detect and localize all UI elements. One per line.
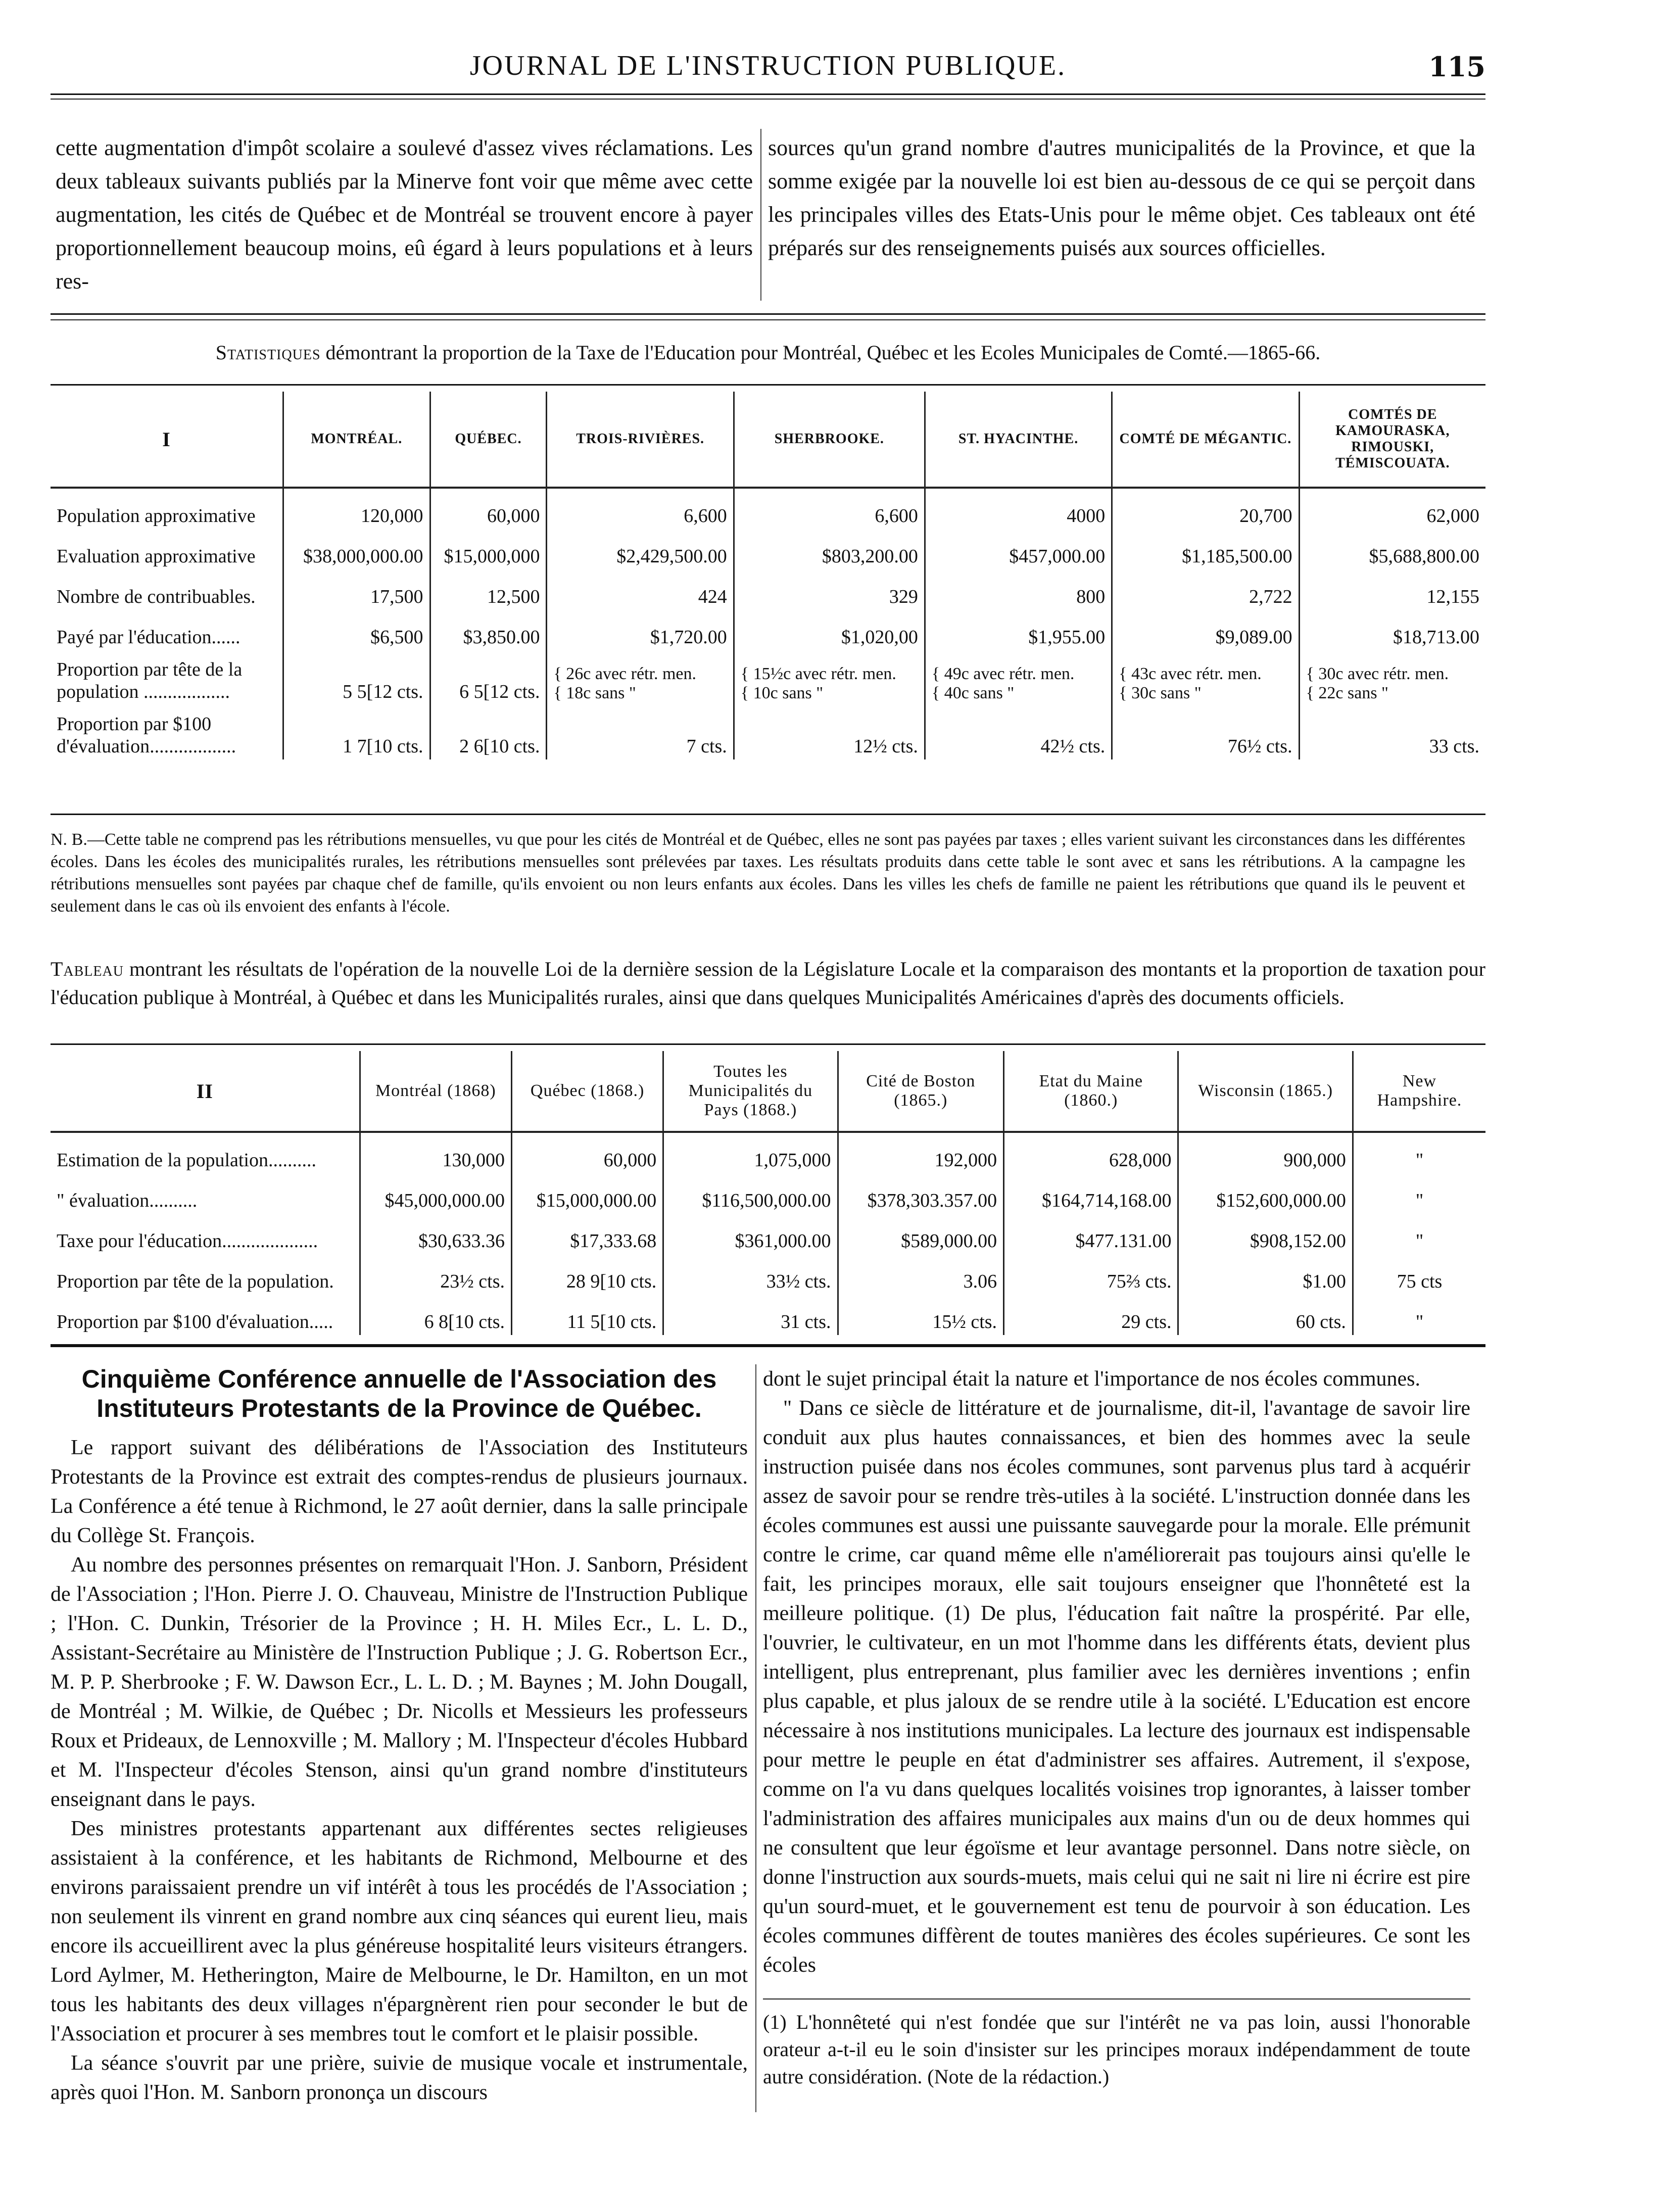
table-cell: $477.131.00 xyxy=(1004,1214,1178,1254)
table-row xyxy=(51,529,1485,569)
page-number: 115 xyxy=(1428,51,1485,83)
table-cell: 5 5[12 cts. xyxy=(283,650,430,705)
table-cell xyxy=(734,650,925,705)
table-cell: $17,333.68 xyxy=(512,1214,663,1254)
table-cell: 2,722 xyxy=(1112,569,1299,610)
table-cell: 75 cts xyxy=(1353,1254,1485,1295)
table-cell: 6,600 xyxy=(734,488,925,529)
table-row xyxy=(51,569,1485,610)
table-cell: 17,500 xyxy=(283,569,430,610)
table-cell: 329 xyxy=(734,569,925,610)
table1-top-rule xyxy=(51,384,1485,386)
split-value: { 22c sans " xyxy=(1306,684,1388,702)
table-cell: $38,000,000.00 xyxy=(283,529,430,569)
table-row xyxy=(51,1132,1485,1173)
table-cell: $378,303.357.00 xyxy=(838,1173,1004,1214)
article-paragraph: Des ministres protestants appartenant aux différentes sectes religieuses assistaient à la conférence, et les habitants de Richmond, Melbourne et des environs paraissaient prendre un vif intérêt à tous les procédés de l'Association ; non seulement ils vinrent en grand nombre aux cinq séances qui eurent lieu, mais encore ils accueillirent avec la plus généreuse hospitalité leurs visiteurs étrangers. Lord Aylmer, M. Hetherington, Maire de Melbourne, le Dr. Hamilton, en un mot tous les habitants des deux villages n'épargnèrent rien pour seconder le but de l'Association et procurer à ses membres tout le comfort et le plaisir possible. xyxy=(51,1817,748,2045)
article-paragraph: dont le sujet principal était la nature et l'importance de nos écoles communes. xyxy=(763,1367,1420,1391)
table-cell: " xyxy=(1353,1295,1485,1335)
table-row xyxy=(51,488,1485,529)
table-cell: $15,000,000.00 xyxy=(512,1173,663,1214)
row-label: Population approximative xyxy=(57,505,256,527)
table1 xyxy=(51,392,1485,759)
table2-col-header: Toutes les Municipalités du Pays (1868.) xyxy=(663,1051,838,1132)
split-value: { 15½c avec rétr. men. xyxy=(740,664,896,683)
table-row xyxy=(51,705,1485,759)
table-cell: $164,714,168.00 xyxy=(1004,1173,1178,1214)
table1-note: N. B.—Cette table ne comprend pas les rétributions mensuelles, vu que pour les cités de Montréal et de Québec, elles ne sont pas payées par taxes ; elles varient suivant les circonstances dans les différentes écoles. Dans les écoles des municipalités rurales, les rétributions mensuelles sont prélevées par taxes. Les résultats produits dans cette table le sont avec et sans les rétributions. A la campagne les rétributions mensuelles sont payées par chaque chef de famille, qu'ils envoient ou non leurs enfants aux écoles. Dans les villes les chefs de famille ne paient les rétributions que quand ils le peuvent et seulement dans le cas où ils envoient des enfants à l'école. xyxy=(51,830,1465,916)
table-cell: 15½ cts. xyxy=(838,1295,1004,1335)
table-cell: 4000 xyxy=(925,488,1112,529)
table-cell: 6 8[10 cts. xyxy=(360,1295,511,1335)
article-paragraph: " Dans ce siècle de littérature et de journalisme, dit-il, l'avantage de savoir lire conduit aux plus hautes connaissances, et bien des hommes avec la seule instruction puisée dans nos écoles communes, sont parvenus plus tard à acquérir assez de savoir pour se rendre très-utiles à la société. L'instruction donnée dans les écoles communes est aussi une puissante sauvegarde pour la morale. Elle prémunit contre le crime, car quand même elle n'améliorerait pas toujours ainsi qu'elle le fait, les principes moraux, elle sait toujours enseigner que l'honnêteté est la meilleure politique. (1) De plus, l'éducation fait naître la prospérité. Par elle, l'ouvrier, le cultivateur, en un mot l'homme dans les différents états, devient plus intelligent, plus entreprenant, plus familier avec les dernières inventions ; enfin plus capable, et plus jaloux de se rendre utile à la société. L'Education est encore nécessaire à nos institutions municipales. La lecture des journaux est indispensable pour mettre le peuple en état d'administrer ses affaires. Autrement, il s'expose, comme on l'a vu dans quelques localités voisines trop ignorantes, à laisser tomber l'administration des affaires municipales aux mains d'un ou de deux hommes qui ne consultent que leur égoïsme et leur avantage personnel. Dans notre siècle, on donne l'instruction aux sourds-muets, mais celui qui ne sait ni lire ni écrire est pire qu'un sourd-muet, et le gouvernement est tenu de pourvoir à son éducation. Les écoles communes diffèrent de toutes manières des écoles supérieures. Ce sont les écoles xyxy=(763,1397,1470,1977)
table-cell xyxy=(1299,650,1485,705)
table-cell: $5,688,800.00 xyxy=(1299,529,1485,569)
row-label: Estimation de la population.......... xyxy=(57,1150,316,1171)
row-label: Evaluation approximative xyxy=(57,546,256,567)
table-cell: " xyxy=(1353,1214,1485,1254)
table1-caption-lead: Statistiques xyxy=(215,341,321,364)
article-paragraph: Au nombre des personnes présentes on remarquait l'Hon. J. Sanborn, Président de l'Association ; l'Hon. Pierre J. O. Chauveau, Ministre de l'Instruction Publique ; l'Hon. C. Dunkin, Trésorier de la Province ; H. H. Miles Ecr., L. L. D., Assistant-Secrétaire au Ministère de l'Instruction Publique ; J. G. Robertson Ecr., M. P. P. Sherbrooke ; F. W. Dawson Ecr., L. L. D. ; M. Baynes ; M. John Dougall, de Montréal ; M. Wilkie, de Québec ; Dr. Nicolls et Messieurs les professeurs Roux et Prideaux, de Lennoxville ; M. Mallory ; M. l'Inspecteur d'écoles Hubbard et M. l'Inspecteur d'écoles Stenson, ainsi qu'un grand nombre d'instituteurs enseignant dans le pays. xyxy=(51,1553,748,1811)
table-cell: 6,600 xyxy=(547,488,734,529)
table-cell: 628,000 xyxy=(1004,1132,1178,1173)
row-label: Taxe pour l'éducation.................... xyxy=(57,1230,318,1252)
table2-caption-lead: Tableau xyxy=(51,958,124,980)
table-cell: $589,000.00 xyxy=(838,1214,1004,1254)
table1-col-header: COMTÉS DE KAMOURASKA, RIMOUSKI, TÉMISCOUATA. xyxy=(1299,392,1485,488)
table-cell: 900,000 xyxy=(1178,1132,1353,1173)
table-cell: 424 xyxy=(547,569,734,610)
table-cell xyxy=(547,650,734,705)
table-cell: 62,000 xyxy=(1299,488,1485,529)
table-cell: 20,700 xyxy=(1112,488,1299,529)
table1-col-header: MONTRÉAL. xyxy=(283,392,430,488)
table-cell: 130,000 xyxy=(360,1132,511,1173)
split-value: { 43c avec rétr. men. xyxy=(1119,664,1262,683)
table-cell xyxy=(925,650,1112,705)
table2-caption xyxy=(51,955,1485,1012)
intro-left-column xyxy=(56,131,753,298)
split-value: { 10c sans " xyxy=(740,684,824,702)
table-cell: 2 6[10 cts. xyxy=(430,705,547,759)
table-cell: 7 cts. xyxy=(547,705,734,759)
article-heading: Cinquième Conférence annuelle de l'Association des Instituteurs Protestants de la Province de Québec. xyxy=(81,1365,717,1422)
table-cell: $803,200.00 xyxy=(734,529,925,569)
table2 xyxy=(51,1051,1485,1335)
table-cell: 192,000 xyxy=(838,1132,1004,1173)
table-cell: 12,155 xyxy=(1299,569,1485,610)
header-rule-thin xyxy=(51,99,1485,100)
table-cell: 60,000 xyxy=(430,488,547,529)
table2-col-header: Montréal (1868) xyxy=(360,1051,511,1132)
split-value: { 30c sans " xyxy=(1119,684,1202,702)
table-row xyxy=(51,650,1485,705)
table-row xyxy=(51,1214,1485,1254)
table1-col-header: COMTÉ DE MÉGANTIC. xyxy=(1112,392,1299,488)
table1-col-header: ST. HYACINTHE. xyxy=(925,392,1112,488)
table-cell: 28 9[10 cts. xyxy=(512,1254,663,1295)
row-label: Proportion par $100 d'évaluation..... xyxy=(57,1311,333,1332)
table2-col-header: II xyxy=(51,1051,360,1132)
article-paragraph: Le rapport suivant des délibérations de l'Association des Instituteurs Protestants de la Province est extrait des comptes-rendus de plusieurs journaux. La Conférence a été tenue à Richmond, le 27 août dernier, dans la salle principale du Collège St. François. xyxy=(51,1436,748,1547)
table-cell: $457,000.00 xyxy=(925,529,1112,569)
table2-col-header: Etat du Maine (1860.) xyxy=(1004,1051,1178,1132)
table-cell: 33½ cts. xyxy=(663,1254,838,1295)
table-cell: $18,713.00 xyxy=(1299,610,1485,650)
section-rule xyxy=(51,313,1485,315)
table-cell: $9,089.00 xyxy=(1112,610,1299,650)
table-row xyxy=(51,1295,1485,1335)
table1-bottom-rule xyxy=(51,814,1485,815)
intro-right-column xyxy=(768,131,1475,265)
header-rule xyxy=(51,93,1485,95)
split-value: { 18c sans " xyxy=(553,684,636,702)
table-cell: 75⅔ cts. xyxy=(1004,1254,1178,1295)
table-cell: $6,500 xyxy=(283,610,430,650)
table1-col-header: I xyxy=(51,392,283,488)
table-cell: 76½ cts. xyxy=(1112,705,1299,759)
table-cell: $45,000,000.00 xyxy=(360,1173,511,1214)
row-label: Payé par l'éducation...... xyxy=(57,627,241,648)
article-left-column xyxy=(51,1364,748,2107)
table-cell: 33 cts. xyxy=(1299,705,1485,759)
table-cell: $30,633.36 xyxy=(360,1214,511,1254)
footnote: (1) L'honnêteté qui n'est fondée que sur l'intérêt ne va pas loin, aussi l'honorable orateur a-t-il eu le soin d'insister sur les principes moraux indépendamment de toute autre considération. (Note de la rédaction.) xyxy=(763,2011,1470,2088)
table1-col-header: SHERBROOKE. xyxy=(734,392,925,488)
table-cell: 12,500 xyxy=(430,569,547,610)
row-label: Proportion par tête de la population. xyxy=(57,1271,334,1292)
table2-caption-text: montrant les résultats de l'opération de la nouvelle Loi de la dernière session de la Législature Locale et la comparaison des montants et la proportion de taxation pour l'éducation publique à Montréal, à Québec et dans les Municipalités rurales, ainsi que dans quelques Municipalités Américaines d'après des documents officiels. xyxy=(51,958,1485,1009)
intro-left-text: cette augmentation d'impôt scolaire a soulevé d'assez vives réclamations. Les deux tableaux suivants publiés par la Minerve font voir que même avec cette augmentation, les cités de Québec et de Montréal se trouvent encore à payer proportionnellement beaucoup moins, eû égard à leurs populations et à leurs res- xyxy=(56,135,753,294)
row-label: " évaluation.......... xyxy=(57,1190,198,1211)
table2-header-row xyxy=(51,1051,1485,1132)
table-cell: 800 xyxy=(925,569,1112,610)
split-value: { 26c avec rétr. men. xyxy=(553,664,696,683)
table-cell: 29 cts. xyxy=(1004,1295,1178,1335)
table2-col-header: Cité de Boston (1865.) xyxy=(838,1051,1004,1132)
table-cell: 1,075,000 xyxy=(663,1132,838,1173)
intro-right-text: sources qu'un grand nombre d'autres municipalités de la Province, et que la somme exigée par la nouvelle loi est bien au-dessous de ce qui se perçoit dans les principales villes des Etats-Unis pour le même objet. Ces tableaux ont été préparés sur des renseignements puisés aux sources officielles. xyxy=(768,135,1475,260)
table-cell: 1 7[10 cts. xyxy=(283,705,430,759)
table1-header-row xyxy=(51,392,1485,488)
table-cell: 31 cts. xyxy=(663,1295,838,1335)
table-cell: $1,185,500.00 xyxy=(1112,529,1299,569)
table-cell: 60,000 xyxy=(512,1132,663,1173)
table1-caption xyxy=(51,339,1485,367)
table-cell: $1,720.00 xyxy=(547,610,734,650)
table2-bottom-rule xyxy=(51,1344,1485,1347)
table-cell: $1,955.00 xyxy=(925,610,1112,650)
section-rule-thin xyxy=(51,319,1485,320)
split-value: { 40c sans " xyxy=(931,684,1015,702)
table-cell: " xyxy=(1353,1132,1485,1173)
table-cell: $15,000,000 xyxy=(430,529,547,569)
table-cell: $361,000.00 xyxy=(663,1214,838,1254)
table-row xyxy=(51,1254,1485,1295)
article-paragraph: La séance s'ouvrit par une prière, suivie de musique vocale et instrumentale, après quoi l'Hon. M. Sanborn prononça un discours xyxy=(51,2052,748,2104)
table-cell: $1.00 xyxy=(1178,1254,1353,1295)
table-cell: 3.06 xyxy=(838,1254,1004,1295)
row-label: Proportion par $100 d'évaluation.................. xyxy=(57,713,236,757)
table-cell: $908,152.00 xyxy=(1178,1214,1353,1254)
table2-top-rule xyxy=(51,1043,1485,1045)
table-cell: $1,020,00 xyxy=(734,610,925,650)
row-label: Proportion par tête de la population .................. xyxy=(57,659,243,702)
column-divider xyxy=(755,1364,756,2112)
table2-col-header: Wisconsin (1865.) xyxy=(1178,1051,1353,1132)
table-row xyxy=(51,610,1485,650)
table-cell: 120,000 xyxy=(283,488,430,529)
table-cell: " xyxy=(1353,1173,1485,1214)
footnote-rule xyxy=(763,1998,1470,1999)
split-value: { 30c avec rétr. men. xyxy=(1306,664,1449,683)
table-cell: $116,500,000.00 xyxy=(663,1173,838,1214)
table-cell: 6 5[12 cts. xyxy=(430,650,547,705)
table1-caption-text: démontrant la proportion de la Taxe de l'Education pour Montréal, Québec et les Ecoles Municipales de Comté.—1865-66. xyxy=(325,341,1321,364)
table-cell xyxy=(1112,650,1299,705)
table-cell: 42½ cts. xyxy=(925,705,1112,759)
table1-col-header: TROIS-RIVIÈRES. xyxy=(547,392,734,488)
table-cell: 12½ cts. xyxy=(734,705,925,759)
table-cell: 23½ cts. xyxy=(360,1254,511,1295)
split-value: { 49c avec rétr. men. xyxy=(931,664,1075,683)
journal-title: JOURNAL DE L'INSTRUCTION PUBLIQUE. xyxy=(469,50,1067,81)
table-cell: $2,429,500.00 xyxy=(547,529,734,569)
page-header xyxy=(51,30,1485,101)
table2-col-header: Québec (1868.) xyxy=(512,1051,663,1132)
row-label: Nombre de contribuables. xyxy=(57,586,256,607)
table-row xyxy=(51,1173,1485,1214)
table2-col-header: New Hampshire. xyxy=(1353,1051,1485,1132)
table-cell: 11 5[10 cts. xyxy=(512,1295,663,1335)
article-right-column xyxy=(763,1364,1470,1980)
table-cell: $3,850.00 xyxy=(430,610,547,650)
column-divider xyxy=(760,129,761,301)
table-cell: $152,600,000.00 xyxy=(1178,1173,1353,1214)
table-cell: 60 cts. xyxy=(1178,1295,1353,1335)
table1-col-header: QUÉBEC. xyxy=(430,392,547,488)
